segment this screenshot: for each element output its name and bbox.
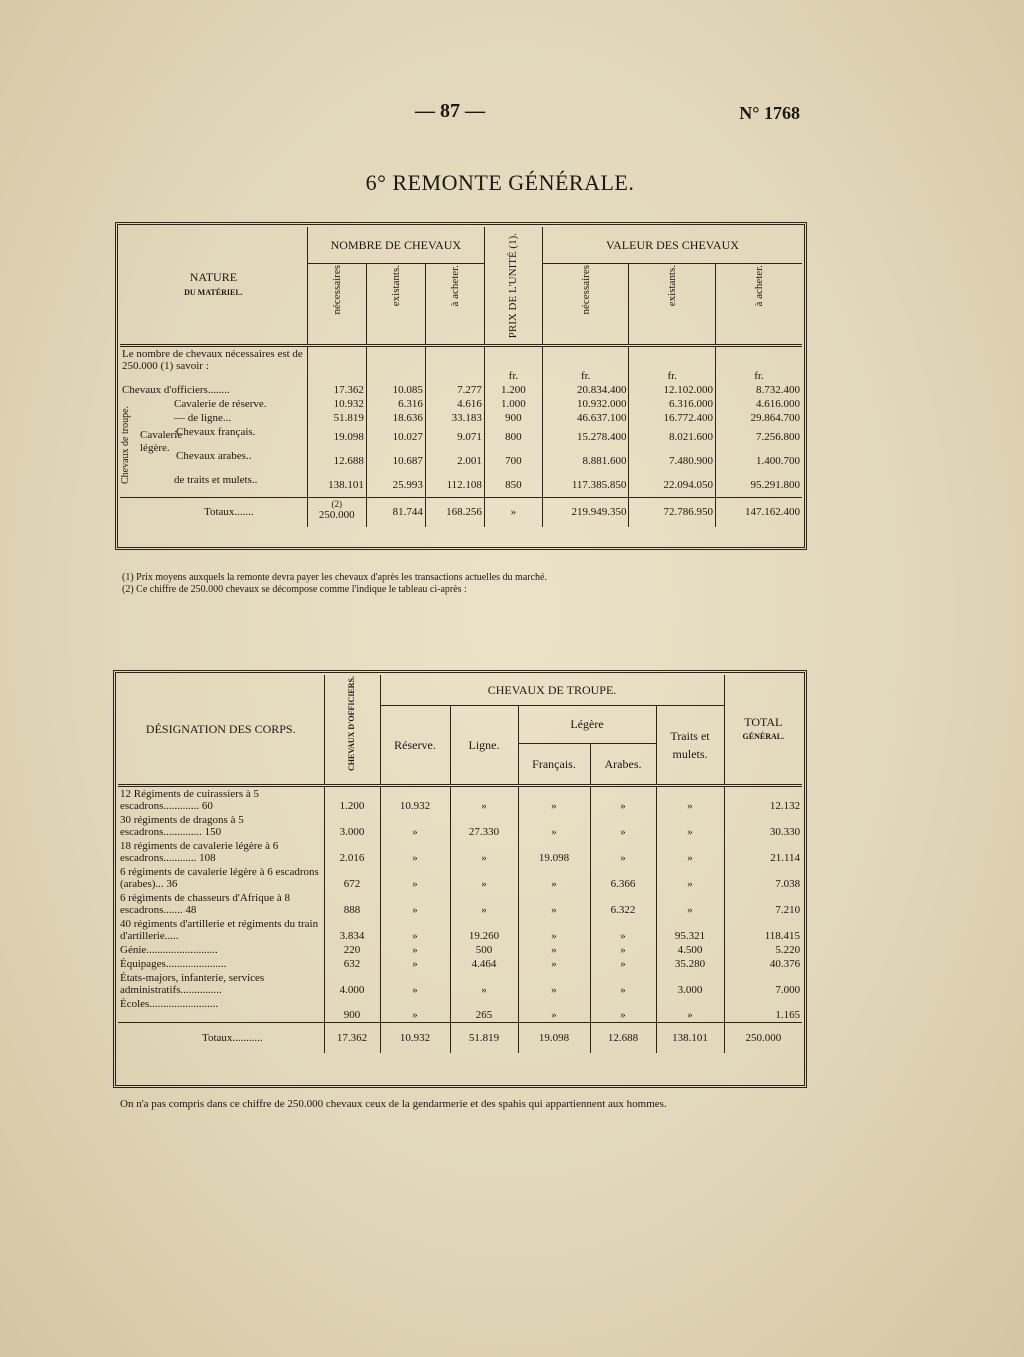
totals-cell: 10.932 [380,1023,450,1053]
table-cell: 35.280 [656,957,724,971]
header-traits: Traits et mulets. [656,705,724,785]
totals-cell: » [484,497,542,527]
table-cell: 6.322 [590,891,656,917]
table-cell: » [590,785,656,813]
unit-label: fr. [542,345,629,383]
table-cell: 7.256.800 [756,431,800,443]
row-label: Chevaux arabes.. [120,449,307,473]
row-label: — de ligne... [120,411,307,425]
header-reserve: Réserve. [380,705,450,785]
row-label: 40 régiments d'artillerie et régiments du train d'artillerie..... [118,917,324,943]
header-sub-label: à acheter. [752,264,765,307]
row-label: Cavalerie de réserve. Chevaux de troupe. [120,397,307,411]
header-total-sub: GÉNÉRAL. [742,731,785,741]
table-cell: » [380,943,450,957]
row-label: 30 régiments de dragons à 5 escadrons.............. 150 [118,813,324,839]
totals-cell: 138.101 [656,1023,724,1053]
table-row [118,971,802,997]
totals-cell: 17.362 [324,1023,380,1053]
row-label: Équipages...................... [118,957,324,971]
table-row [118,957,802,971]
table-cell: 33.183 [425,411,484,425]
table-cell: » [450,839,518,865]
totals-value: 250.000 [318,508,355,521]
table-cell: 20.834.400 [542,383,629,397]
header-prix-label: PRIX DE L'UNITÉ (1). [507,232,520,338]
table-cell: » [380,813,450,839]
intro-text: Le nombre de chevaux nécessaires est de 250.000 (1) savoir : [120,345,307,383]
table-cell: » [656,891,724,917]
table-cell: 21.114 [770,851,801,864]
header-sub-a-acheter [425,263,484,345]
table-cell: 16.772.400 [629,411,716,425]
table-cell: 1.400.700 [756,455,800,467]
footnote-mark: (2) [331,498,343,509]
table-cell: » [518,917,590,943]
table-cell: 900 [324,997,380,1023]
table-cell: 10.932.000 [542,397,629,411]
table-cell: 10.085 [366,383,425,397]
header-officiers-label: CHEVAUX D'OFFICIERS. [347,676,356,771]
table-cell: 5.220 [775,943,801,956]
table-cell: 7.277 [425,383,484,397]
table-cell: 888 [324,891,380,917]
table-cell: 95.321 [656,917,724,943]
table-cell: 4.616.000 [756,398,800,410]
header-designation: DÉSIGNATION DES CORPS. [118,675,324,785]
table-cell: 7.000 [775,983,801,996]
table-cell: 17.362 [307,383,366,397]
table-row [120,411,802,425]
unit-label: fr. [484,345,542,383]
table-cell: 12.132 [769,799,801,812]
header-nature-label: NATURE [189,270,238,285]
table-cell: 22.094.050 [629,473,716,497]
table-cell: » [518,785,590,813]
table-cell: 4.500 [656,943,724,957]
table-cell: » [518,865,590,891]
table-cell: 9.071 [425,425,484,449]
table-cell: » [380,957,450,971]
table-cell: 500 [450,943,518,957]
table-cell: 95.291.800 [750,478,800,491]
totals-cell: 219.949.350 [542,497,629,527]
header-sub-label: à acheter. [448,264,461,307]
table-row [118,785,802,813]
table-cell: 19.098 [518,839,590,865]
header-valeur: VALEUR DES CHEVAUX [542,227,802,263]
row-label: Chevaux d'officiers........ [120,383,307,397]
table-cell: 118.415 [764,929,801,942]
table-cell: 10.027 [366,425,425,449]
table-cell: 632 [324,957,380,971]
table-cell: » [656,839,724,865]
header-nature-sub: DU MATÉRIEL. [184,288,243,298]
table-cell: » [518,891,590,917]
row-label: 12 Régiments de cuirassiers à 5 escadrons............. 60 [118,785,324,813]
header-nature [120,227,307,345]
table-cell: 265 [450,997,518,1023]
table-cell: » [518,997,590,1023]
header-officiers [324,675,380,785]
table-cell: » [590,971,656,997]
table-row [118,865,802,891]
totals-cell: 147.162.400 [715,497,802,527]
header-sub-label: existants. [389,264,402,306]
table-row [120,425,802,449]
table-row [118,891,802,917]
table-cell: 1.200 [484,383,542,397]
table-row [120,397,802,411]
table-cell: 8.732.400 [756,384,800,396]
header-sub-val-existants [629,263,716,345]
header-sub-val-necessaires [542,263,629,345]
table-cell: 3.834 [324,917,380,943]
table-cell: » [380,839,450,865]
row-label: de traits et mulets.. [120,473,307,497]
unit-label: fr. [629,345,716,383]
document-number: N° 1768 [739,103,800,123]
footnote-1: (1) Prix moyens auxquels la remonte devra payer les chevaux d'après les transactions actuelles du marché. [122,572,547,583]
row-label: Chevaux français. Cavalerie légère. [120,425,307,449]
table-cell: » [590,813,656,839]
table-row [120,383,802,397]
table-cell: » [450,971,518,997]
table-cell: 18.636 [366,411,425,425]
totals-cell: 51.819 [450,1023,518,1053]
table-cell: » [590,997,656,1023]
page-number: — 87 — [415,100,485,122]
table-cell: » [380,865,450,891]
table-cell: 4.000 [324,971,380,997]
footer-note: On n'a pas compris dans ce chiffre de 250.000 chevaux ceux de la gendarmerie et des spahis qui appartiennent aux hommes. [120,1098,667,1110]
table-cell: 7.480.900 [629,449,716,473]
table-cell: » [380,971,450,997]
totals-cell: 72.786.950 [629,497,716,527]
header-sub-val-a-acheter [715,263,802,345]
totals-row [118,1023,802,1053]
remonte-table [120,227,802,527]
table-cell: 10.932 [307,397,366,411]
table-cell: » [380,891,450,917]
table-cell: 46.637.100 [542,411,629,425]
header-sub-necessaires [307,263,366,345]
table-cell: 1.165 [775,1009,801,1021]
header-sub-label: nécessaires [579,264,592,314]
row-label: 18 régiments de cavalerie légère à 6 escadrons............ 108 [118,839,324,865]
table-cell: 700 [484,449,542,473]
table-cell: » [590,839,656,865]
table-cell: 3.000 [324,813,380,839]
table-cell: 2.001 [425,449,484,473]
totals-label: Totaux........... [118,1023,324,1053]
table-cell: » [518,813,590,839]
table-cell: 1.000 [484,397,542,411]
table-cell: 27.330 [450,813,518,839]
table-cell: 220 [324,943,380,957]
table-cell: » [590,943,656,957]
table-cell: 800 [484,425,542,449]
corps-table [118,675,802,1053]
header-sub-label: existants. [666,264,679,306]
table-cell: » [518,943,590,957]
table-row [118,839,802,865]
table-cell: 138.101 [307,473,366,497]
header-total [724,675,802,785]
table-cell: 51.819 [307,411,366,425]
table-cell: » [450,865,518,891]
totals-cell: 250.000 [724,1023,802,1053]
table-row [120,473,802,497]
header-francais: Français. [518,743,590,785]
table-cell: » [656,865,724,891]
totals-row [120,497,802,527]
footnote-2: (2) Ce chiffre de 250.000 chevaux se décompose comme l'indique le tableau ci-après : [122,584,467,595]
row-label: Écoles......................... [118,997,324,1023]
row-label: Génie.......................... [118,943,324,957]
table-cell: 30.330 [769,825,801,838]
table-cell: » [518,957,590,971]
table-cell: 672 [324,865,380,891]
table-cell: 19.260 [450,917,518,943]
table-cell: 117.385.850 [542,473,629,497]
row-label: États-majors, infanterie, services administratifs............... [118,971,324,997]
table-cell: 8.881.600 [542,449,629,473]
table-cell: » [656,997,724,1023]
table-cell: 7.038 [775,877,801,890]
table-cell: 3.000 [656,971,724,997]
table-cell: 2.016 [324,839,380,865]
table-cell: 1.200 [324,785,380,813]
table-cell: 12.102.000 [629,383,716,397]
header-sub-label: nécessaires [330,264,343,314]
table-cell: 15.278.400 [542,425,629,449]
table-cell: 25.993 [366,473,425,497]
table-cell: 10.932 [380,785,450,813]
header-legere: Légère [518,705,656,743]
table-cell: » [518,971,590,997]
table-cell: 7.210 [775,903,801,916]
table-cell: 4.464 [450,957,518,971]
totals-cell: 81.744 [366,497,425,527]
header-prix [484,227,542,345]
table-cell: 19.098 [307,425,366,449]
table-cell: 6.366 [590,865,656,891]
table-cell: » [590,957,656,971]
sub-label-cavalerie-legere: Cavalerie légère. [140,429,183,454]
table-row [120,449,802,473]
table-cell: 10.687 [366,449,425,473]
table-cell: 29.864.700 [750,412,800,424]
header-ligne: Ligne. [450,705,518,785]
totals-cell [307,497,366,527]
table-cell: » [450,891,518,917]
table-cell: 112.108 [425,473,484,497]
table-cell: 12.688 [307,449,366,473]
table-cell: 40.376 [769,957,801,970]
table-cell: » [450,785,518,813]
totals-cell: 19.098 [518,1023,590,1053]
unit-label: fr. [754,370,764,382]
table-cell: 4.616 [425,397,484,411]
table-cell: 850 [484,473,542,497]
table-cell: » [656,813,724,839]
table-cell: » [380,997,450,1023]
header-troupe: CHEVAUX DE TROUPE. [380,675,724,705]
table-cell: » [590,917,656,943]
page-title: 6° REMONTE GÉNÉRALE. [365,170,635,195]
totals-cell: 168.256 [425,497,484,527]
side-label-troupe: Chevaux de troupe. [120,405,131,485]
table-cell: 6.316 [366,397,425,411]
table-row [118,917,802,943]
row-label: 6 régiments de cavalerie légère à 6 escadrons (arabes)... 36 [118,865,324,891]
table-row [118,943,802,957]
table-row [118,997,802,1023]
footnotes [122,572,812,596]
header-sub-existants [366,263,425,345]
header-total-label: TOTAL [744,714,783,729]
table-cell: » [656,785,724,813]
totals-label: Totaux....... [120,497,307,527]
header-arabes: Arabes. [590,743,656,785]
table-cell: 900 [484,411,542,425]
table-cell: 8.021.600 [629,425,716,449]
row-label: 6 régiments de chasseurs d'Afrique à 8 escadrons....... 48 [118,891,324,917]
totals-cell: 12.688 [590,1023,656,1053]
table-cell: 6.316.000 [629,397,716,411]
table-row [118,813,802,839]
header-nombre: NOMBRE DE CHEVAUX [307,227,484,263]
table-cell: » [380,917,450,943]
